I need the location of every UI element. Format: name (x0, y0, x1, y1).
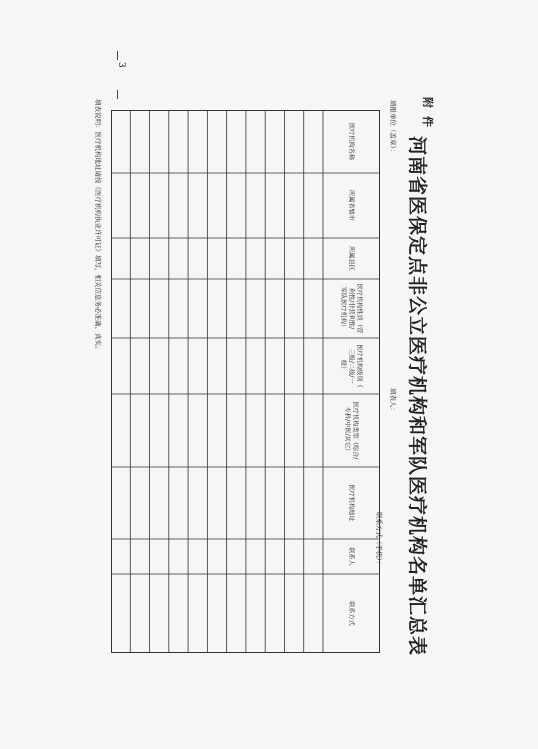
page-number-dash (117, 90, 118, 99)
table-header-cell (344, 402, 360, 461)
table-grid (111, 110, 380, 653)
table-header-text: 所属省辖市 (347, 190, 355, 221)
table-header-text: 医疗机构名称 (347, 122, 355, 161)
table-header-cell (348, 246, 356, 271)
table-header-text: 专科/中医/其它） (343, 406, 351, 455)
table-note: 填表说明：医疗机构地址请按《医疗机构执业许可证》填写，相关信息务必准确、真实。 (94, 99, 102, 353)
attachment-label: 附件 (421, 97, 434, 135)
table-header-text: 医疗机构级别（ (355, 344, 363, 388)
table-header-cell (348, 601, 356, 626)
filler-label: 填表人： (389, 388, 397, 414)
table-header-cell (348, 123, 356, 161)
table-header-cell (340, 344, 364, 387)
table-header-cell (348, 190, 356, 221)
table-header-text: 利性/非营利性/ (347, 287, 355, 330)
summary-table (111, 110, 380, 653)
page-number-dash (117, 51, 118, 60)
table-header-text: 三级/二级/一 (347, 348, 355, 384)
table-header-text: 医疗机构性质（营 (355, 283, 363, 334)
table-border (112, 111, 380, 653)
table-header-text: 联系人 (347, 547, 355, 566)
table-header-cell (340, 284, 364, 334)
table-header-text: 级） (339, 359, 347, 373)
table-header-text: 所属县区 (347, 246, 355, 271)
contact-label: 联系方式（手机）： (375, 512, 383, 568)
table-header-cell (348, 547, 356, 566)
table-header-text: 医疗机构地址 (347, 484, 355, 522)
table-header-text: 军队医疗机构） (339, 286, 347, 331)
page-number: 3 (116, 62, 126, 68)
table-header-cell (348, 484, 356, 522)
table-header-text: 医疗机构类型（综合/ (351, 401, 359, 460)
unit-label: 填报单位（盖章）： (389, 100, 397, 156)
table-header-text: 联系方式 (347, 601, 355, 626)
document-title: 河南省医保定点非公立医疗机构和军队医疗机构名单汇总表 (406, 136, 428, 657)
